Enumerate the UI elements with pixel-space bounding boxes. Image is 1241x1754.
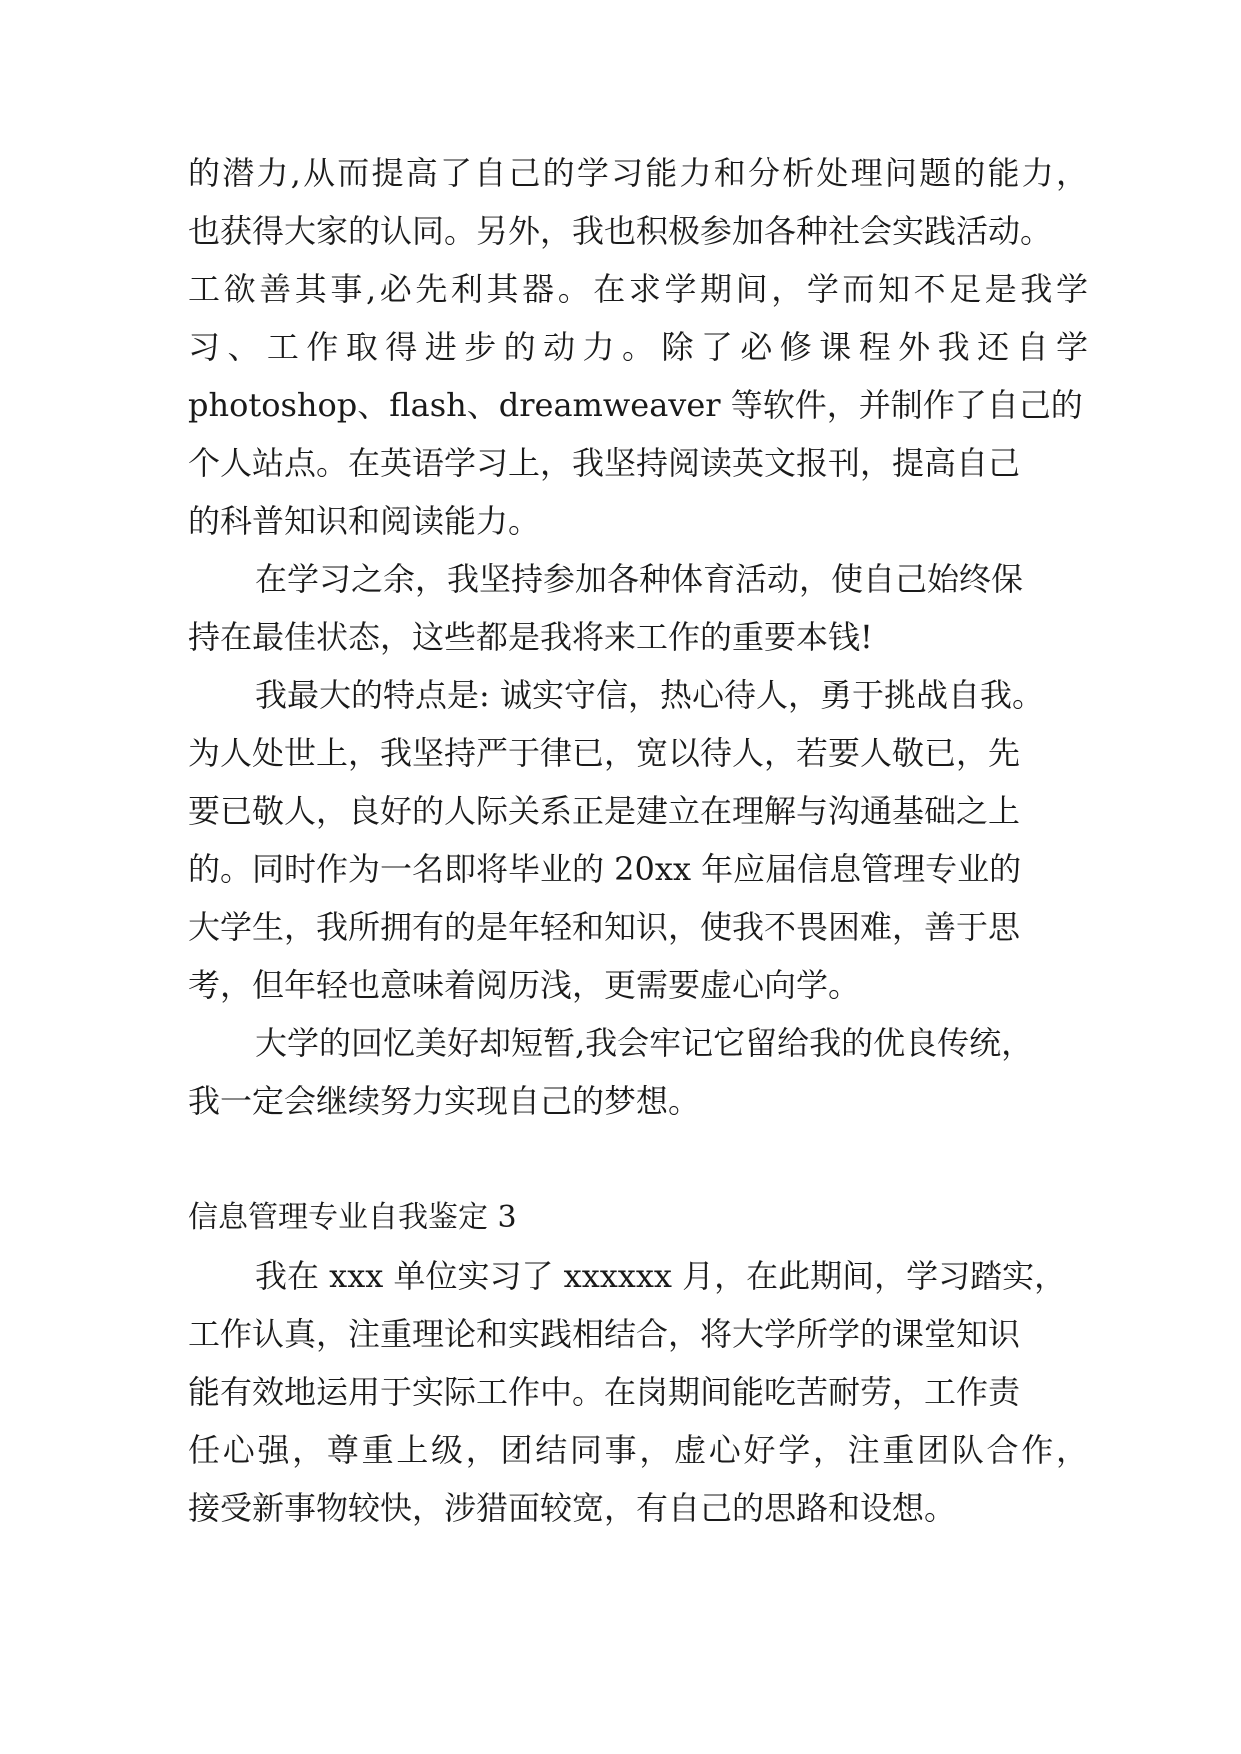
text-line: 个人站点。在英语学习上，我坚持阅读英文报刊，提高自己 <box>188 444 1021 482</box>
text-line: 能有效地运用于实际工作中。在岗期间能吃苦耐劳，工作责 <box>188 1373 1021 1411</box>
text-line: 持在最佳状态，这些都是我将来工作的重要本钱! <box>188 618 873 656</box>
text-line: 为人处世上，我坚持严于律已，宽以待人，若要人敬已，先 <box>188 734 1021 772</box>
text-line: 接受新事物较快，涉猎面较宽，有自己的思路和设想。 <box>188 1489 957 1527</box>
text-line: 我最大的特点是: 诚实守信，热心待人，勇于挑战自我。 <box>255 676 1044 714</box>
text-line: 在学习之余，我坚持参加各种体育活动，使自己始终保 <box>255 560 1024 598</box>
text-line: 的科普知识和阅读能力。 <box>188 502 541 540</box>
text-line: 我在 xxx 单位实习了 xxxxxx 月，在此期间，学习踏实， <box>255 1257 1067 1295</box>
text-line: photoshop、flash、dreamweaver 等软件，并制作了自己的 <box>188 386 1083 424</box>
text-line: 考，但年轻也意味着阅历浅，更需要虚心向学。 <box>188 966 861 1004</box>
text-line: 工作认真，注重理论和实践相结合，将大学所学的课堂知识 <box>188 1315 1021 1353</box>
text-line: 大学的回忆美好却短暂,我会牢记它留给我的优良传统， <box>255 1024 1034 1062</box>
text-line: 也获得大家的认同。另外，我也积极参加各种社会实践活动。 <box>188 212 1053 250</box>
text-line: 工欲善其事,必先利其器。在求学期间，学而知不足是我学 <box>188 270 1088 308</box>
text-line: 的潜力,从而提高了自己的学习能力和分析处理问题的能力， <box>188 154 1088 192</box>
text-line: 要已敬人，良好的人际关系正是建立在理解与沟通基础之上 <box>188 792 1021 830</box>
text-line: 习、工作取得进步的动力。除了必修课程外我还自学 <box>188 328 1088 366</box>
text-line: 的。同时作为一名即将毕业的 20xx 年应届信息管理专业的 <box>188 850 1022 888</box>
text-line: 我一定会继续努力实现自己的梦想。 <box>188 1082 701 1120</box>
text-line: 大学生，我所拥有的是年轻和知识，使我不畏困难，善于思 <box>188 908 1021 946</box>
section-heading: 信息管理专业自我鉴定 3 <box>188 1200 517 1235</box>
text-line: 任心强，尊重上级，团结同事，虚心好学，注重团队合作， <box>188 1431 1088 1469</box>
